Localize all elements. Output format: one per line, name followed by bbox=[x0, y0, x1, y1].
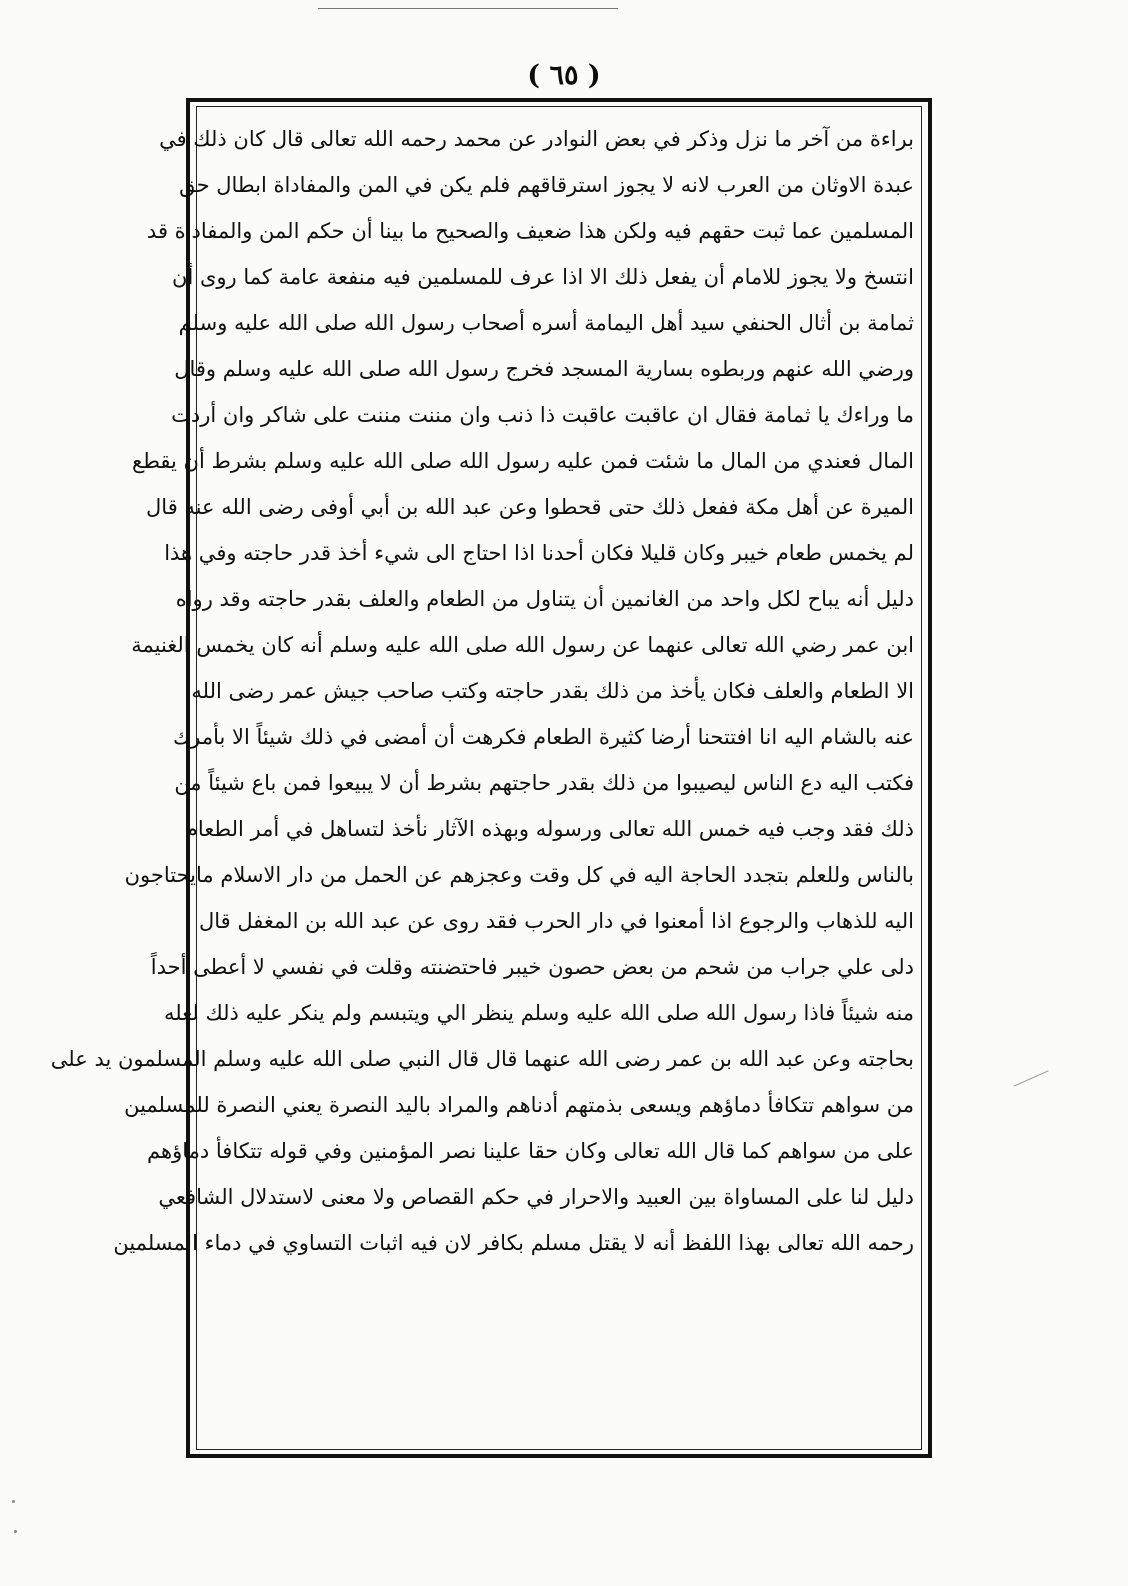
text-line: المسلمين عما ثبت حقهم فيه ولكن هذا ضعيف والصحيح ما بينا أن حكم المن والمفاداة قد bbox=[146, 219, 914, 243]
text-line: ذلك فقد وجب فيه خمس الله تعالى ورسوله وبهذه الآثار نأخذ لتساهل في أمر الطعام bbox=[184, 817, 914, 841]
scan-speck bbox=[14, 1530, 17, 1533]
text-line: بحاجته وعن عبد الله بن عمر رضى الله عنهما قال قال النبي صلى الله عليه وسلم المسلمون يد على bbox=[50, 1047, 914, 1071]
text-line: دليل أنه يباح لكل واحد من الغانمين أن يتناول من الطعام والعلف بقدر حاجته وقد رواه bbox=[175, 587, 914, 611]
text-line: من سواهم تتكافأ دماؤهم ويسعى بذمتهم أدناهم والمراد باليد النصرة يعني النصرة للمسلمين bbox=[124, 1093, 914, 1117]
text-line: ابن عمر رضي الله تعالى عنهما عن رسول الله صلى الله عليه وسلم أنه كان يخمس الغنيمة bbox=[131, 633, 914, 657]
text-line: منه شيئاً فاذا رسول الله صلى الله عليه وسلم ينظر الي ويتبسم ولم ينكر عليه ذلك لعله bbox=[164, 1001, 914, 1025]
scan-speck bbox=[12, 1500, 15, 1503]
text-line: دليل لنا على المساواة بين العبيد والاحرار في حكم القصاص ولا معنى لاستدلال الشافعي bbox=[158, 1185, 914, 1209]
main-text-block bbox=[50, 116, 914, 1444]
text-line: ما وراءك يا ثمامة فقال ان عاقبت عاقبت ذا ذنب وان مننت مننت على شاكر وان أردت bbox=[171, 403, 914, 427]
text-line: انتسخ ولا يجوز للامام أن يفعل ذلك الا اذا عرف للمسلمين فيه منفعة عامة كما روى أن bbox=[172, 265, 914, 289]
text-line: الا الطعام والعلف فكان يأخذ من ذلك بقدر حاجته وكتب صاحب جيش عمر رضى الله bbox=[191, 679, 914, 703]
text-line: ثمامة بن أثال الحنفي سيد أهل اليمامة أسره أصحاب رسول الله صلى الله عليه وسلم bbox=[178, 311, 914, 335]
page-number: ( ٦٥ ) bbox=[527, 60, 601, 91]
text-line: الميرة عن أهل مكة ففعل ذلك حتى قحطوا وعن عبد الله بن أبي أوفى رضى الله عنه قال bbox=[146, 495, 914, 519]
text-line: دلى علي جراب من شحم من بعض حصون خيبر فاحتضنته وقلت في نفسي لا أعطى أحداً bbox=[150, 955, 914, 979]
text-line: فكتب اليه دع الناس ليصيبوا من ذلك بقدر حاجتهم بشرط أن لا يبيعوا فمن باع شيئاً من bbox=[174, 771, 914, 795]
text-line: على من سواهم كما قال الله تعالى وكان حقا علينا نصر المؤمنين وفي قوله تتكافأ دماؤهم bbox=[147, 1139, 914, 1163]
text-line: رحمه الله تعالى بهذا اللفظ أنه لا يقتل مسلم بكافر لان فيه اثبات التساوي في دماء المسلمين bbox=[113, 1231, 914, 1255]
text-line: المال فعندي من المال ما شئت فمن عليه رسول الله صلى الله عليه وسلم بشرط أن يقطع bbox=[132, 449, 914, 473]
text-line: اليه للذهاب والرجوع اذا أمعنوا في دار الحرب فقد روى عن عبد الله بن المغفل قال bbox=[199, 909, 914, 933]
text-line: عنه بالشام اليه انا افتتحنا أرضا كثيرة الطعام فكرهت أن أمضى في ذلك شيئاً الا بأمرك bbox=[172, 725, 914, 749]
top-scan-rule bbox=[318, 8, 618, 9]
text-line: براءة من آخر ما نزل وذكر في بعض النوادر عن محمد رحمه الله تعالى قال كان ذلك في bbox=[159, 127, 914, 151]
text-line: بالناس وللعلم بتجدد الحاجة اليه في كل وقت وعجزهم عن الحمل من دار الاسلام مايحتاجون bbox=[124, 863, 914, 887]
text-line: ورضي الله عنهم وربطوه بسارية المسجد فخرج رسول الله صلى الله عليه وسلم وقال bbox=[174, 357, 914, 381]
text-line: عبدة الاوثان من العرب لانه لا يجوز استرقاقهم فلم يكن في المن والمفاداة ابطال حق bbox=[179, 173, 914, 197]
text-line: لم يخمس طعام خيبر وكان قليلا فكان أحدنا اذا احتاج الى شيء أخذ قدر حاجته وفي هذا bbox=[164, 541, 914, 565]
margin-pencil-mark bbox=[1013, 1070, 1048, 1086]
